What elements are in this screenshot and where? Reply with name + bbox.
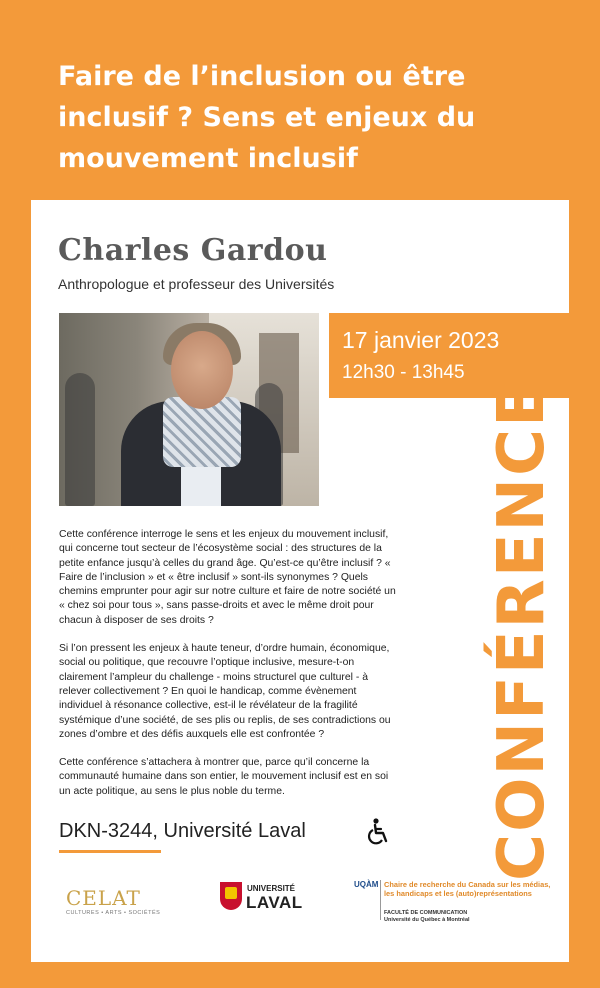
uqam-logo-mark: UQÀM	[354, 880, 379, 889]
event-date: 17 janvier 2023	[342, 327, 500, 353]
laval-logo-line2: LAVAL	[246, 893, 303, 912]
event-type-label: CONFÉRENCE	[484, 381, 559, 881]
speaker-role: Anthropologue et professeur des Universités	[58, 276, 335, 292]
laval-shield-icon	[220, 882, 242, 910]
celat-logo-mark: CELAT	[66, 886, 141, 910]
photo-speaker-face	[171, 331, 233, 409]
location-room: DKN-3244	[59, 820, 153, 842]
uqam-faculty-name: FACULTÉ DE COMMUNICATION	[384, 910, 468, 916]
event-type-banner	[474, 381, 569, 881]
celat-logo-subtitle: CULTURES • ARTS • SOCIÉTÉS	[66, 910, 161, 916]
uqam-divider	[380, 880, 381, 920]
wheelchair-icon	[366, 818, 390, 846]
uqam-faculty	[384, 910, 554, 924]
description-paragraph: Cette conférence s’attachera à montrer que, parce qu’il concerne la communauté humaine dans son entier, le mouvement inclusif est en soi un acte politique, au sens le plus noble du terme.	[59, 757, 389, 797]
location-underline	[59, 850, 161, 853]
event-time: 12h30 - 13h45	[342, 362, 465, 383]
description-paragraph: Cette conférence interroge le sens et les enjeux du mouvement inclusif, qui concerne tout secteur de l’écosystème social : des structures de la petite enfance jusqu’à celles du grand âge. Qu’est-ce qu’être inclusif ? « Faire de l’inclusion » et « être inclusif » sont-ils synonymes ? Quels chemins emprunter pour agir sur notre culture et faire de notre société un « chez soi pour tous », sans passe-droits et avec le même droit pour chacun à disposer de ses droits ?	[59, 529, 396, 626]
speaker-name: Charles Gardou	[58, 233, 328, 268]
laval-logo-line1: UNIVERSITÉ	[247, 884, 296, 893]
uqam-university-name: Université du Québec à Montréal	[384, 917, 470, 923]
celat-logo	[66, 886, 176, 920]
speaker-photo	[59, 313, 319, 506]
event-description	[59, 528, 399, 813]
photo-background-person	[65, 373, 95, 506]
location-university: , Université Laval	[152, 820, 306, 842]
uqam-chair-name: Chaire de recherche du Canada sur les médias, les handicaps et les (auto)représentations	[384, 880, 551, 898]
description-paragraph: Si l’on pressent les enjeux à haute teneur, d’ordre humain, économique, social ou politique, que recouvre l’optique inclusive, mesure-t-on clairement l’ampleur du challenge - moins structurel que culturel - à relever collectivement ? En quoi le handicap, comme évènement individuel à résonance collective, est-il le révélateur de la fragilité systémique d’une société, de ses plis ou replis, de ses contradictions ou zones d’ombre et des défis auxquels elle est confrontée ?	[59, 643, 391, 740]
universite-laval-logo	[220, 882, 310, 918]
event-location	[59, 820, 306, 843]
uqam-chair-logo	[354, 880, 554, 926]
event-title: Faire de l’inclusion ou être inclusif ? Sens et enjeux du mouvement inclusif	[58, 61, 476, 174]
